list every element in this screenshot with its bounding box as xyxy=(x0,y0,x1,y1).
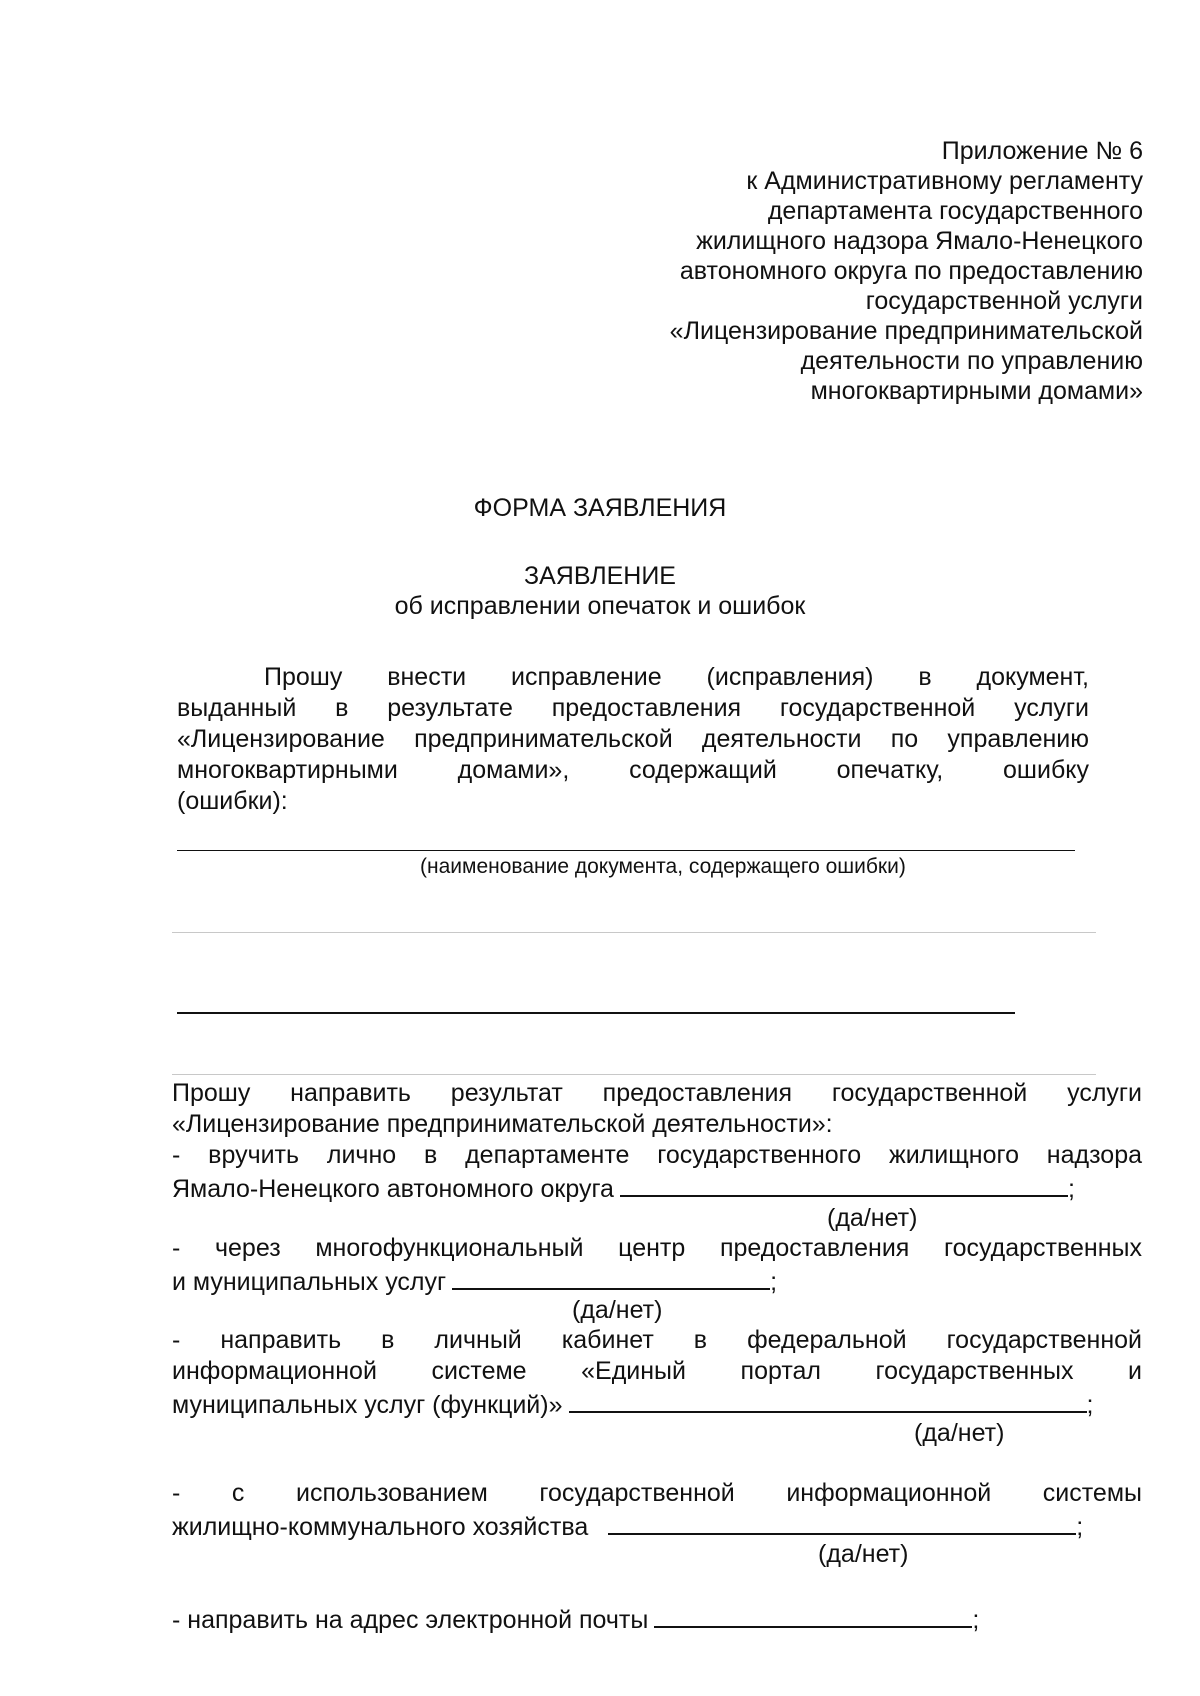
delivery-intro-line: «Лицензирование предпринимательской деятельности»: xyxy=(172,1110,833,1138)
option-text: Ямало-Ненецкого автономного округа xyxy=(172,1175,614,1203)
option-line: - с использованием государственной информационной системы xyxy=(172,1479,1142,1507)
statement-subtitle: об исправлении опечаток и ошибок xyxy=(394,592,806,620)
appendix-line: жилищного надзора Ямало-Ненецкого xyxy=(696,227,1143,255)
option-text: муниципальных услуг (функций)» xyxy=(172,1391,563,1419)
option-line: - через многофункциональный центр предоставления государственных xyxy=(172,1234,1142,1262)
delivery-option-mfc xyxy=(172,1233,1142,1298)
option-line xyxy=(172,1509,1142,1543)
option-line xyxy=(172,1264,1142,1298)
statement-heading xyxy=(0,561,1200,621)
form-title: ФОРМА ЗАЯВЛЕНИЯ xyxy=(473,494,727,522)
appendix-header xyxy=(523,136,1143,406)
appendix-line: «Лицензирование предпринимательской xyxy=(669,317,1143,345)
yes-no-hint: (да/нет) xyxy=(827,1204,918,1232)
appendix-line: автономного округа по предоставлению xyxy=(679,257,1143,285)
epgu-answer-field[interactable] xyxy=(569,1387,1087,1413)
separator-line xyxy=(172,1074,1096,1075)
delivery-option-epgu xyxy=(172,1325,1142,1421)
in-person-answer-field[interactable] xyxy=(620,1171,1068,1197)
email-answer-field[interactable] xyxy=(654,1602,972,1628)
option-line: информационной системе «Единый портал государственных и xyxy=(172,1357,1142,1385)
terminator: ; xyxy=(1076,1513,1084,1541)
delivery-intro xyxy=(172,1078,1142,1140)
delivery-option-in-person xyxy=(172,1140,1142,1205)
yes-no-hint: (да/нет) xyxy=(914,1419,1005,1447)
appendix-line: многоквартирными домами» xyxy=(810,377,1143,405)
yes-no-hint: (да/нет) xyxy=(818,1540,909,1568)
option-line: - вручить лично в департаменте государственного жилищного надзора xyxy=(172,1141,1142,1169)
option-line xyxy=(172,1602,1142,1636)
mfc-answer-field[interactable] xyxy=(452,1264,770,1290)
request-line: (ошибки): xyxy=(177,787,288,815)
option-line: - направить в личный кабинет в федеральной государственной xyxy=(172,1326,1142,1354)
option-line xyxy=(172,1171,1142,1205)
appendix-line: государственной услуги xyxy=(865,287,1143,315)
terminator: ; xyxy=(972,1606,980,1634)
option-text: жилищно-коммунального хозяйства xyxy=(172,1513,589,1541)
gis-zhkh-answer-field[interactable] xyxy=(608,1509,1076,1535)
yes-no-hint: (да/нет) xyxy=(572,1296,663,1324)
appendix-line: департамента государственного xyxy=(767,197,1143,225)
request-line: выданный в результате предоставления государственной услуги xyxy=(177,694,1089,722)
request-line: «Лицензирование предпринимательской деятельности по управлению xyxy=(177,725,1089,753)
terminator: ; xyxy=(1086,1391,1094,1419)
request-line: многоквартирными домами», содержащий опечатку, ошибку xyxy=(177,756,1089,784)
delivery-option-email xyxy=(172,1602,1142,1636)
appendix-line: деятельности по управлению xyxy=(800,347,1143,375)
appendix-line: Приложение № 6 xyxy=(941,137,1143,165)
option-line xyxy=(172,1387,1142,1421)
error-description-line[interactable] xyxy=(177,1012,1015,1014)
error-description-field[interactable] xyxy=(172,932,1096,933)
option-text: - направить на адрес электронной почты xyxy=(172,1606,649,1634)
option-text: и муниципальных услуг xyxy=(172,1268,447,1296)
appendix-line: к Административному регламенту xyxy=(746,167,1143,195)
request-line: Прошу внести исправление (исправления) в документ, xyxy=(264,663,1089,691)
terminator: ; xyxy=(770,1268,778,1296)
correction-request xyxy=(177,662,1089,817)
document-name-field[interactable] xyxy=(177,850,1075,851)
terminator: ; xyxy=(1067,1175,1075,1203)
statement-title: ЗАЯВЛЕНИЕ xyxy=(523,562,676,590)
delivery-option-gis-zhkh xyxy=(172,1478,1142,1543)
delivery-intro-line: Прошу направить результат предоставления государственной услуги xyxy=(172,1079,1142,1107)
document-name-caption: (наименование документа, содержащего ошибки) xyxy=(420,855,906,878)
